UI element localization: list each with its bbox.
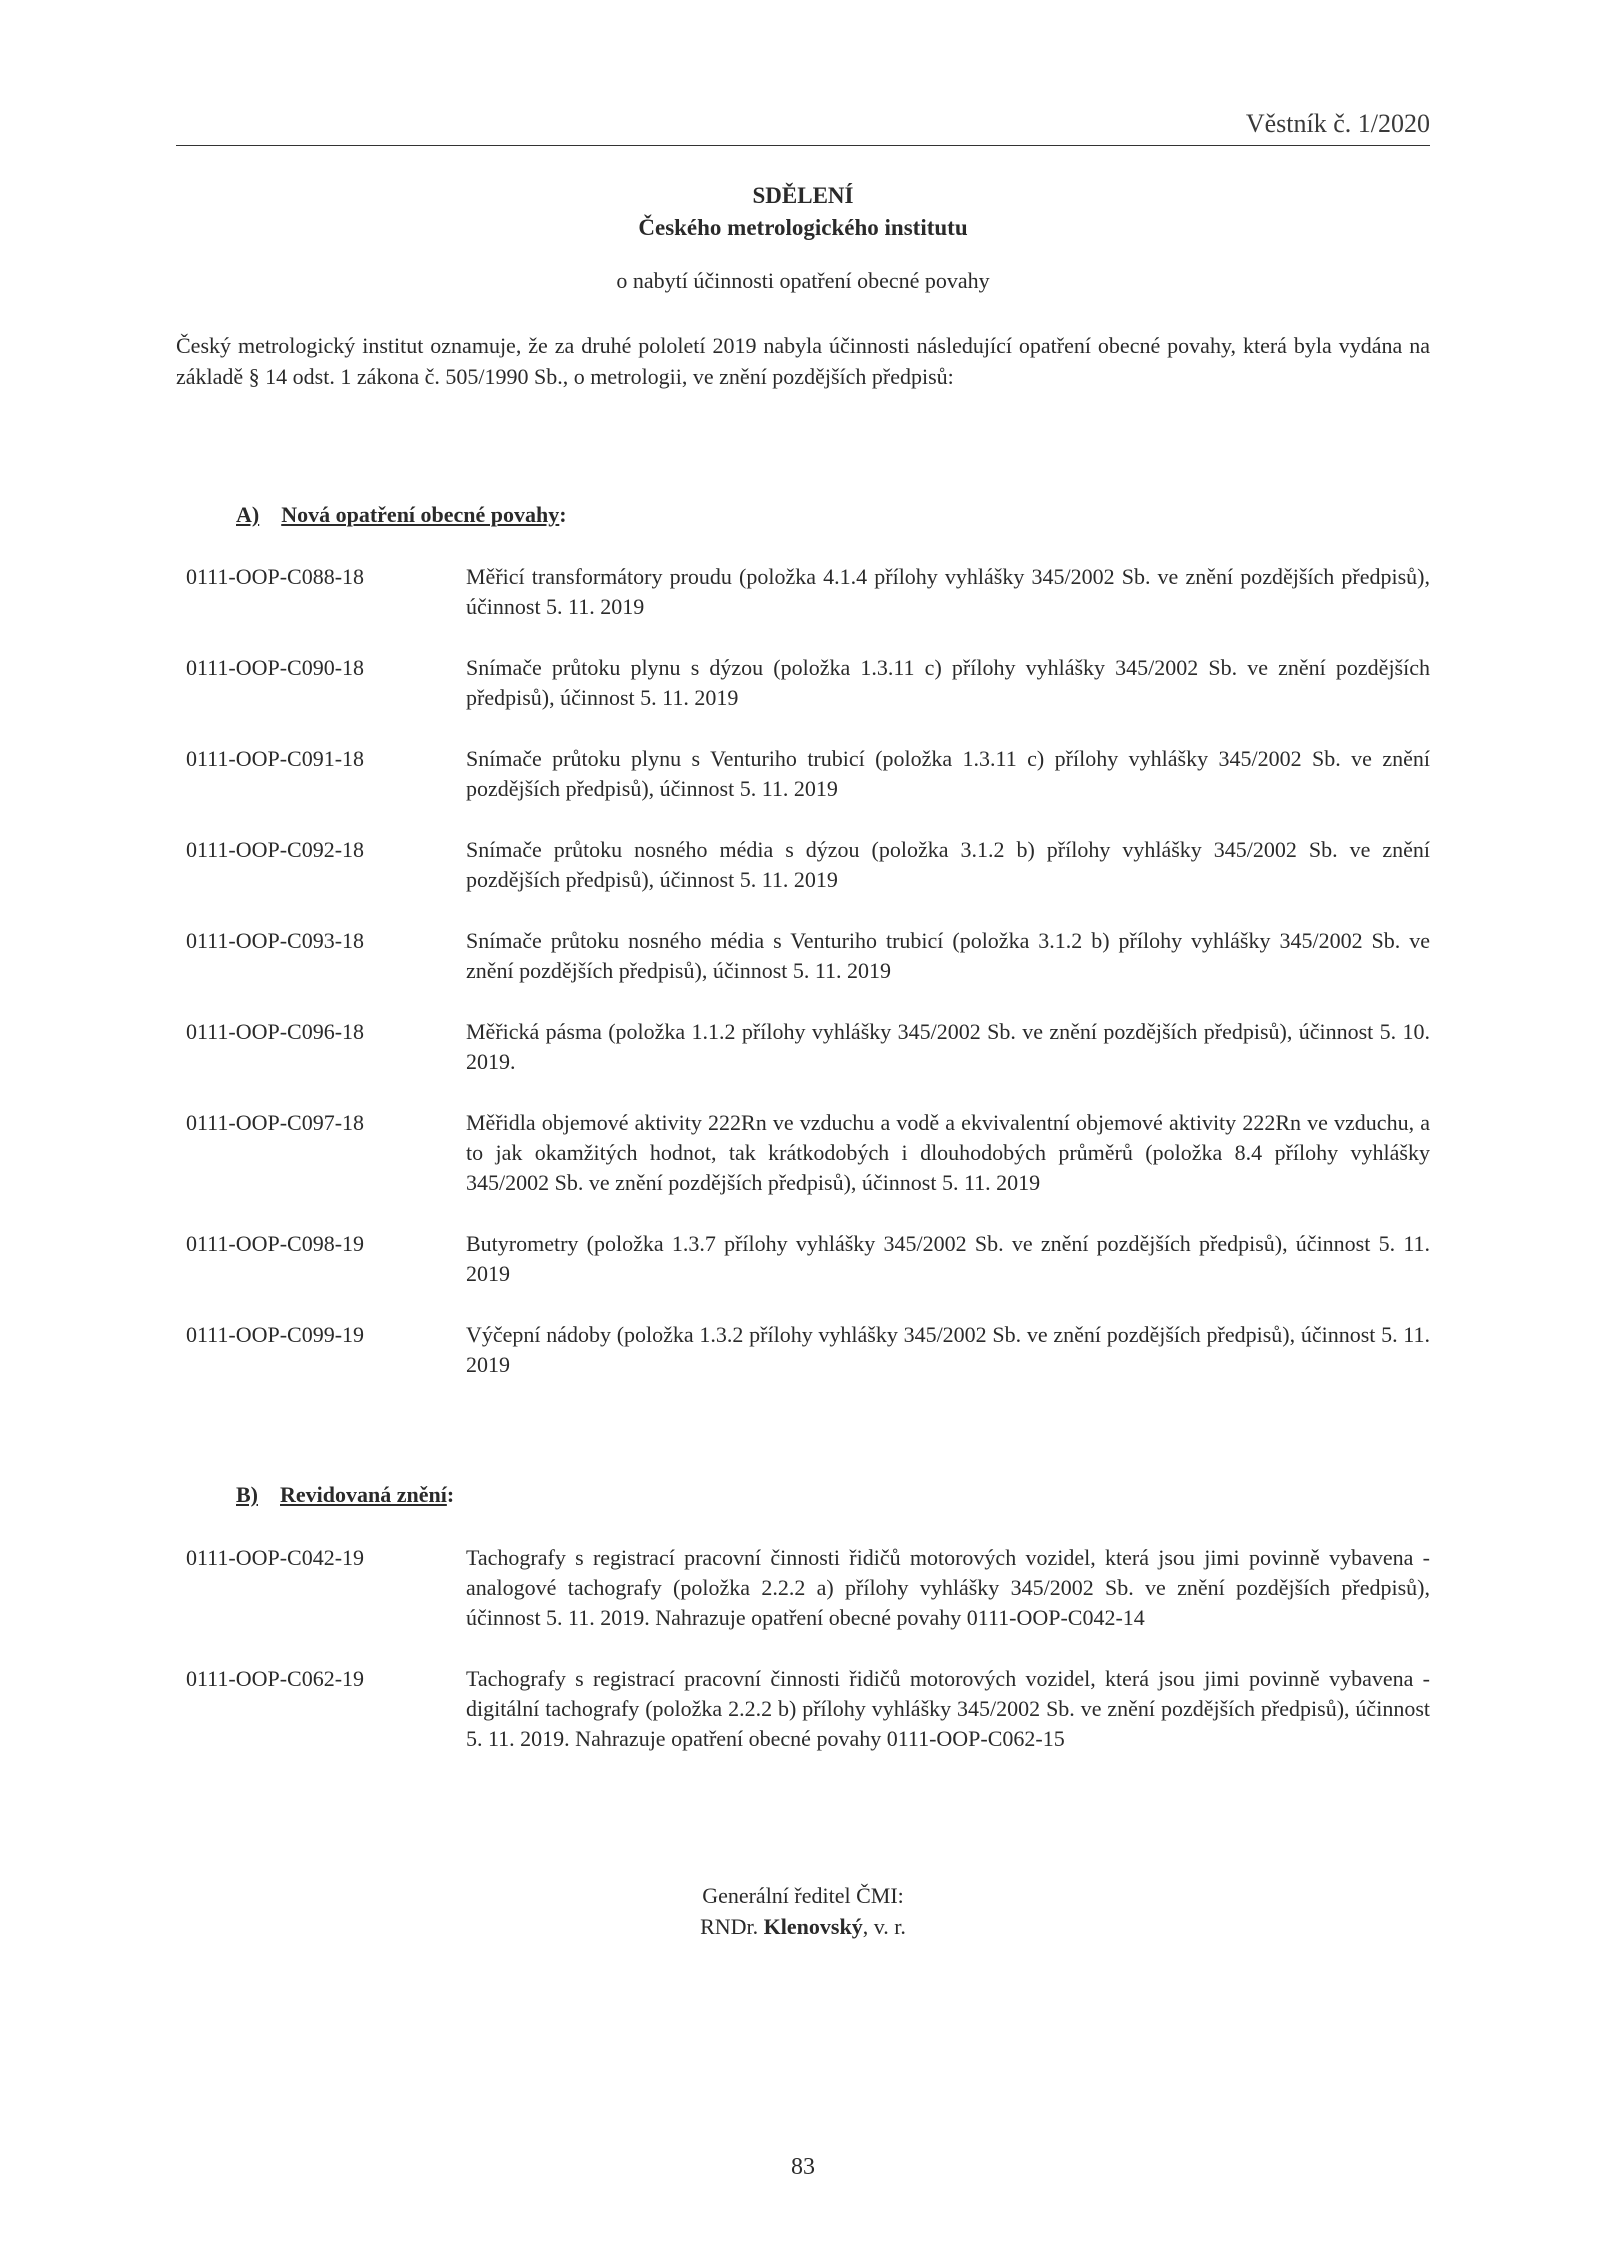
section-b-heading: [236, 1480, 454, 1510]
signature-suffix: , v. r.: [862, 1914, 906, 1939]
entry-code: 0111-OOP-C091-18: [186, 746, 365, 771]
section-b-label: Revidovaná znění: [280, 1482, 447, 1507]
signature-block: [176, 1880, 1430, 1942]
section-a-entries: [186, 562, 1430, 1411]
entry-row: [186, 1320, 1430, 1380]
entry-description: Snímače průtoku plynu s Venturiho trubicí (položka 1.3.11 c) přílohy vyhlášky 345/2002 Sb. ve znění pozdějších předpisů), účinnost 5. 11. 2019: [466, 746, 1430, 801]
entry-row: [186, 1229, 1430, 1289]
section-a-heading: [236, 500, 567, 530]
entry-description: Tachografy s registrací pracovní činnosti řidičů motorových vozidel, která jsou jimi povinně vybavena - digitální tachografy (položka 2.2.2 b) přílohy vyhlášky 345/2002 Sb. ve znění pozdějších předpisů), účinnost 5. 11. 2019. Nahrazuje opatření obecné povahy 0111-OOP-C062-15: [466, 1666, 1430, 1751]
document-title: SDĚLENÍ: [752, 183, 854, 208]
entry-description: Butyrometry (položka 1.3.7 přílohy vyhlášky 345/2002 Sb. ve znění pozdějších předpisů), účinnost 5. 11. 2019: [466, 1231, 1430, 1286]
signature-name: [176, 1911, 1430, 1942]
document-subtitle: o nabytí účinnosti opatření obecné povahy: [616, 268, 990, 293]
journal-issue-header: Věstník č. 1/2020: [1245, 109, 1430, 138]
institute-name: Českého metrologického institutu: [638, 215, 968, 240]
section-b-letter: B): [236, 1482, 258, 1507]
entry-description: Snímače průtoku plynu s dýzou (položka 1.3.11 c) přílohy vyhlášky 345/2002 Sb. ve znění pozdějších předpisů), účinnost 5. 11. 2019: [466, 655, 1430, 710]
entry-description: Snímače průtoku nosného média s dýzou (položka 3.1.2 b) přílohy vyhlášky 345/2002 Sb. ve znění pozdějších předpisů), účinnost 5. 11. 2019: [466, 837, 1430, 892]
entry-description: Měřicí transformátory proudu (položka 4.1.4 přílohy vyhlášky 345/2002 Sb. ve znění pozdějších předpisů), účinnost 5. 11. 2019: [466, 564, 1430, 619]
entry-row: [186, 1017, 1430, 1077]
entry-row: [186, 562, 1430, 622]
entry-code: 0111-OOP-C062-19: [186, 1666, 365, 1691]
entry-code: 0111-OOP-C088-18: [186, 564, 365, 589]
entry-description: Tachografy s registrací pracovní činnosti řidičů motorových vozidel, která jsou jimi povinně vybavena - analogové tachografy (položka 2.2.2 a) přílohy vyhlášky 345/2002 Sb. ve znění pozdějších předpisů), účinnost 5. 11. 2019. Nahrazuje opatření obecné povahy 0111-OOP-C042-14: [466, 1545, 1430, 1630]
entry-row: [186, 744, 1430, 804]
entry-code: 0111-OOP-C098-19: [186, 1231, 365, 1256]
entry-code: 0111-OOP-C096-18: [186, 1019, 365, 1044]
entry-code: 0111-OOP-C042-19: [186, 1545, 365, 1570]
section-b-entries: [186, 1543, 1430, 1785]
entry-row: [186, 1108, 1430, 1198]
entry-row: [186, 653, 1430, 713]
entry-code: 0111-OOP-C092-18: [186, 837, 365, 862]
signature-role: Generální ředitel ČMI:: [702, 1883, 904, 1908]
section-a-colon: :: [559, 502, 567, 527]
entry-code: 0111-OOP-C090-18: [186, 655, 365, 680]
section-a-label: Nová opatření obecné povahy: [281, 502, 560, 527]
entry-description: Snímače průtoku nosného média s Venturiho trubicí (položka 3.1.2 b) přílohy vyhlášky 345/2002 Sb. ve znění pozdějších předpisů), účinnost 5. 11. 2019: [466, 928, 1430, 983]
page-number: 83: [791, 2154, 815, 2180]
entry-description: Měřidla objemové aktivity 222Rn ve vzduchu a vodě a ekvivalentní objemové aktivity 222Rn ve vzduchu, a to jak okamžitých hodnot, tak krátkodobých i dlouhodobých průměrů (položka 8.4 přílohy vyhlášky 345/2002 Sb. ve znění pozdějších předpisů), účinnost 5. 11. 2019: [466, 1110, 1430, 1195]
entry-description: Výčepní nádoby (položka 1.3.2 přílohy vyhlášky 345/2002 Sb. ve znění pozdějších předpisů), účinnost 5. 11. 2019: [466, 1322, 1430, 1377]
header-divider: [176, 145, 1430, 146]
title-block: [176, 180, 1430, 296]
entry-code: 0111-OOP-C097-18: [186, 1110, 365, 1135]
entry-row: [186, 835, 1430, 895]
signature-surname: Klenovský: [763, 1914, 863, 1939]
entry-description: Měřická pásma (položka 1.1.2 přílohy vyhlášky 345/2002 Sb. ve znění pozdějších předpisů), účinnost 5. 10. 2019.: [466, 1019, 1430, 1074]
section-b-colon: :: [446, 1482, 455, 1507]
entry-row: [186, 1664, 1430, 1754]
section-a-letter: A): [236, 502, 260, 527]
entry-row: [186, 1543, 1430, 1633]
entry-code: 0111-OOP-C093-18: [186, 928, 365, 953]
entry-row: [186, 926, 1430, 986]
intro-paragraph: Český metrologický institut oznamuje, že za druhé pololetí 2019 nabyla účinnosti následující opatření obecné povahy, která byla vydána na základě § 14 odst. 1 zákona č. 505/1990 Sb., o metrologii, ve znění pozdějších předpisů:: [176, 333, 1430, 389]
signature-title: RNDr.: [700, 1914, 759, 1939]
entry-code: 0111-OOP-C099-19: [186, 1322, 365, 1347]
